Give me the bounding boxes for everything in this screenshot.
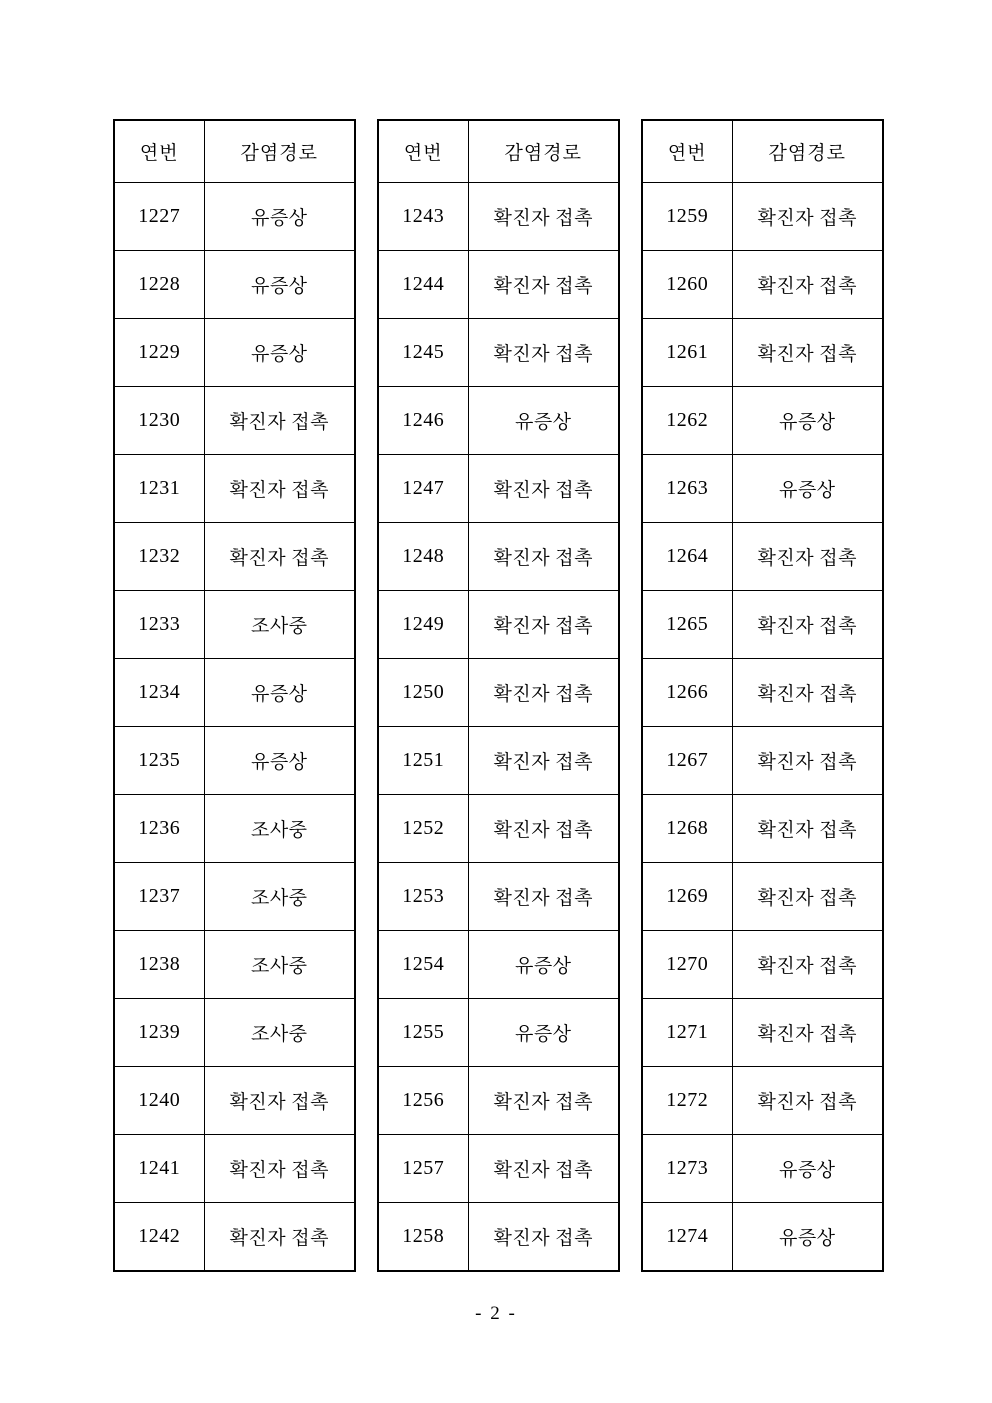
serial-number-cell: 1245 [378,319,468,387]
serial-number-cell: 1241 [114,1135,204,1203]
table-row [114,251,355,319]
table-row [114,1135,355,1203]
table-header-row [114,120,355,183]
table-row [114,999,355,1067]
table-row [642,183,883,251]
serial-number-cell: 1236 [114,795,204,863]
table-row [642,795,883,863]
infection-route-table [113,119,356,1272]
infection-route-cell: 조사중 [204,795,355,863]
serial-number-cell: 1238 [114,931,204,999]
table-row [378,863,619,931]
serial-number-cell: 1228 [114,251,204,319]
infection-route-cell: 확진자 접촉 [468,727,619,795]
column-header-serial: 연번 [114,120,204,183]
serial-number-cell: 1232 [114,523,204,591]
serial-number-cell: 1263 [642,455,732,523]
table-row [114,727,355,795]
serial-number-cell: 1256 [378,1067,468,1135]
infection-route-cell: 확진자 접촉 [468,795,619,863]
serial-number-cell: 1239 [114,999,204,1067]
table-row [114,659,355,727]
infection-route-cell: 유증상 [468,931,619,999]
table-row [114,1203,355,1272]
infection-route-cell: 확진자 접촉 [468,455,619,523]
infection-route-cell: 확진자 접촉 [204,1135,355,1203]
table-row [378,523,619,591]
infection-route-cell: 확진자 접촉 [204,387,355,455]
infection-route-table [377,119,620,1272]
table-row [642,1135,883,1203]
serial-number-cell: 1251 [378,727,468,795]
table-row [642,319,883,387]
infection-route-cell: 유증상 [732,1203,883,1272]
table-row [378,251,619,319]
column-header-route: 감염경로 [204,120,355,183]
serial-number-cell: 1261 [642,319,732,387]
infection-route-cell: 확진자 접촉 [468,251,619,319]
serial-number-cell: 1258 [378,1203,468,1272]
infection-route-tables-container [113,119,879,1272]
table-row [114,591,355,659]
infection-route-cell: 확진자 접촉 [468,319,619,387]
serial-number-cell: 1231 [114,455,204,523]
infection-route-cell: 유증상 [468,387,619,455]
infection-route-cell: 조사중 [204,591,355,659]
table-header-row [378,120,619,183]
serial-number-cell: 1243 [378,183,468,251]
table-row [114,319,355,387]
serial-number-cell: 1233 [114,591,204,659]
table-row [642,1203,883,1272]
infection-route-cell: 확진자 접촉 [204,1067,355,1135]
serial-number-cell: 1260 [642,251,732,319]
serial-number-cell: 1269 [642,863,732,931]
infection-route-cell: 유증상 [732,387,883,455]
serial-number-cell: 1230 [114,387,204,455]
serial-number-cell: 1264 [642,523,732,591]
serial-number-cell: 1255 [378,999,468,1067]
serial-number-cell: 1259 [642,183,732,251]
infection-route-cell: 확진자 접촉 [468,1067,619,1135]
table-row [114,1067,355,1135]
serial-number-cell: 1249 [378,591,468,659]
serial-number-cell: 1257 [378,1135,468,1203]
infection-route-cell: 확진자 접촉 [204,1203,355,1272]
table-row [642,1067,883,1135]
infection-route-cell: 유증상 [204,319,355,387]
infection-route-cell: 조사중 [204,999,355,1067]
infection-route-cell: 확진자 접촉 [204,523,355,591]
table-row [114,183,355,251]
table-row [378,999,619,1067]
serial-number-cell: 1267 [642,727,732,795]
infection-route-cell: 확진자 접촉 [732,591,883,659]
infection-route-cell: 확진자 접촉 [732,727,883,795]
serial-number-cell: 1270 [642,931,732,999]
serial-number-cell: 1237 [114,863,204,931]
serial-number-cell: 1234 [114,659,204,727]
serial-number-cell: 1253 [378,863,468,931]
infection-route-cell: 확진자 접촉 [732,863,883,931]
infection-route-cell: 확진자 접촉 [732,931,883,999]
infection-route-cell: 확진자 접촉 [468,1135,619,1203]
table-row [114,387,355,455]
serial-number-cell: 1271 [642,999,732,1067]
infection-route-cell: 확진자 접촉 [468,659,619,727]
infection-route-cell: 조사중 [204,863,355,931]
infection-route-cell: 확진자 접촉 [468,183,619,251]
serial-number-cell: 1244 [378,251,468,319]
serial-number-cell: 1240 [114,1067,204,1135]
serial-number-cell: 1268 [642,795,732,863]
infection-route-cell: 확진자 접촉 [732,659,883,727]
infection-route-cell: 유증상 [204,659,355,727]
serial-number-cell: 1273 [642,1135,732,1203]
table-row [642,863,883,931]
table-row [378,1067,619,1135]
serial-number-cell: 1262 [642,387,732,455]
serial-number-cell: 1250 [378,659,468,727]
serial-number-cell: 1247 [378,455,468,523]
serial-number-cell: 1227 [114,183,204,251]
infection-route-cell: 확진자 접촉 [732,319,883,387]
table-row [378,1135,619,1203]
infection-route-cell: 확진자 접촉 [468,863,619,931]
table-row [642,455,883,523]
column-header-route: 감염경로 [732,120,883,183]
table-row [114,455,355,523]
serial-number-cell: 1254 [378,931,468,999]
table-row [378,1203,619,1272]
infection-route-cell: 유증상 [204,183,355,251]
infection-route-cell: 확진자 접촉 [732,183,883,251]
infection-route-cell: 확진자 접촉 [732,523,883,591]
infection-route-cell: 확진자 접촉 [732,795,883,863]
infection-route-cell: 확진자 접촉 [468,591,619,659]
serial-number-cell: 1265 [642,591,732,659]
table-header-row [642,120,883,183]
infection-route-cell: 유증상 [204,727,355,795]
infection-route-cell: 유증상 [732,455,883,523]
infection-route-table [641,119,884,1272]
column-header-serial: 연번 [642,120,732,183]
infection-route-cell: 유증상 [732,1135,883,1203]
serial-number-cell: 1246 [378,387,468,455]
table-row [114,523,355,591]
table-row [378,387,619,455]
infection-route-cell: 확진자 접촉 [204,455,355,523]
serial-number-cell: 1252 [378,795,468,863]
table-row [642,591,883,659]
column-header-route: 감염경로 [468,120,619,183]
table-row [114,795,355,863]
table-row [378,727,619,795]
page-number-footer: - 2 - [475,1303,517,1324]
table-row [642,387,883,455]
infection-route-cell: 확진자 접촉 [468,523,619,591]
table-row [114,863,355,931]
serial-number-cell: 1235 [114,727,204,795]
table-row [378,931,619,999]
table-row [642,251,883,319]
table-row [114,931,355,999]
table-row [642,727,883,795]
infection-route-cell: 유증상 [204,251,355,319]
infection-route-cell: 확진자 접촉 [468,1203,619,1272]
infection-route-cell: 유증상 [468,999,619,1067]
infection-route-cell: 조사중 [204,931,355,999]
infection-route-cell: 확진자 접촉 [732,1067,883,1135]
serial-number-cell: 1248 [378,523,468,591]
infection-route-cell: 확진자 접촉 [732,999,883,1067]
infection-route-cell: 확진자 접촉 [732,251,883,319]
table-row [642,931,883,999]
table-row [378,183,619,251]
serial-number-cell: 1272 [642,1067,732,1135]
table-row [378,591,619,659]
serial-number-cell: 1274 [642,1203,732,1272]
table-row [642,523,883,591]
column-header-serial: 연번 [378,120,468,183]
table-row [378,795,619,863]
serial-number-cell: 1229 [114,319,204,387]
table-row [378,455,619,523]
table-row [378,659,619,727]
serial-number-cell: 1266 [642,659,732,727]
table-row [642,999,883,1067]
serial-number-cell: 1242 [114,1203,204,1272]
table-row [378,319,619,387]
table-row [642,659,883,727]
